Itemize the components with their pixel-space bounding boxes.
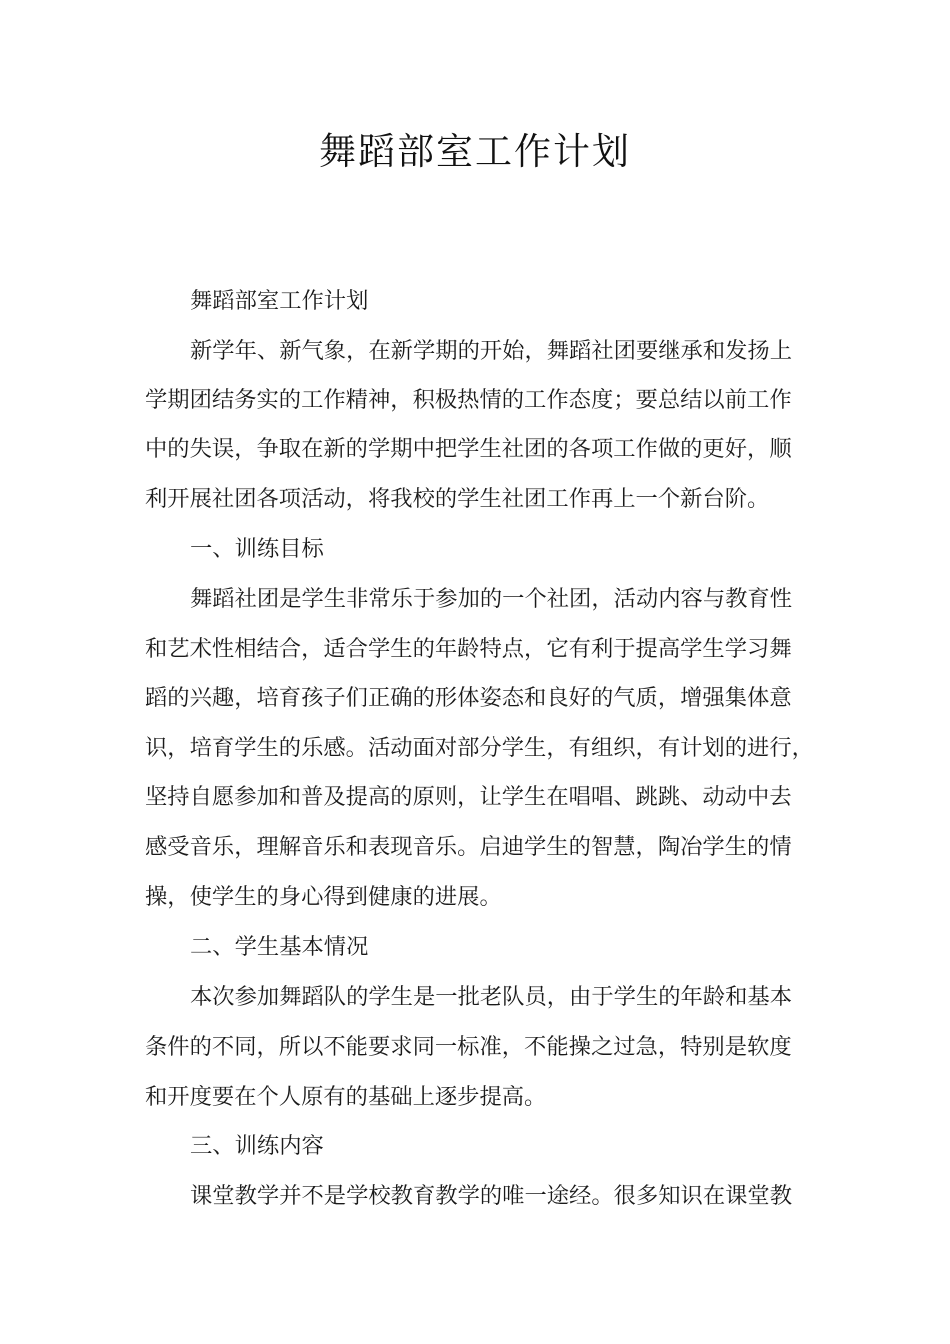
paragraph-line: 学期团结务实的工作精神，积极热情的工作态度；要总结以前工作 [145,387,792,413]
paragraph-line: 和开度要在个人原有的基础上逐步提高。 [145,1084,547,1110]
section-heading-content: 三、训练内容 [190,1133,324,1159]
section-heading-students: 二、学生基本情况 [190,934,369,960]
section-heading-goals: 一、训练目标 [190,536,324,562]
paragraph-line: 条件的不同，所以不能要求同一标准，不能操之过急，特别是软度 [145,1034,792,1060]
paragraph-line: 感受音乐，理解音乐和表现音乐。启迪学生的智慧，陶冶学生的情 [145,834,792,860]
section-heading-plan: 舞蹈部室工作计划 [190,288,369,314]
document-title: 舞蹈部室工作计划 [319,130,631,173]
paragraph-line: 操，使学生的身心得到健康的进展。 [145,884,502,910]
paragraph-line: 本次参加舞蹈队的学生是一批老队员，由于学生的年龄和基本 [190,984,793,1010]
paragraph-line: 坚持自愿参加和普及提高的原则，让学生在唱唱、跳跳、动动中去 [145,784,792,810]
paragraph-line: 蹈的兴趣，培育孩子们正确的形体姿态和良好的气质，增强集体意 [145,685,792,711]
paragraph-line: 课堂教学并不是学校教育教学的唯一途经。很多知识在课堂教 [190,1183,793,1209]
paragraph-line: 新学年、新气象，在新学期的开始，舞蹈社团要继承和发扬上 [190,338,793,364]
paragraph-line: 和艺术性相结合，适合学生的年龄特点，它有利于提高学生学习舞 [145,636,792,662]
paragraph-line: 中的失误，争取在新的学期中把学生社团的各项工作做的更好，顺 [145,436,792,462]
paragraph-line: 舞蹈社团是学生非常乐于参加的一个社团，活动内容与教育性 [190,586,793,612]
paragraph-line: 利开展社团各项活动，将我校的学生社团工作再上一个新台阶。 [145,486,770,512]
paragraph-line: 识，培育学生的乐感。活动面对部分学生，有组织，有计划的进行， [145,735,814,761]
